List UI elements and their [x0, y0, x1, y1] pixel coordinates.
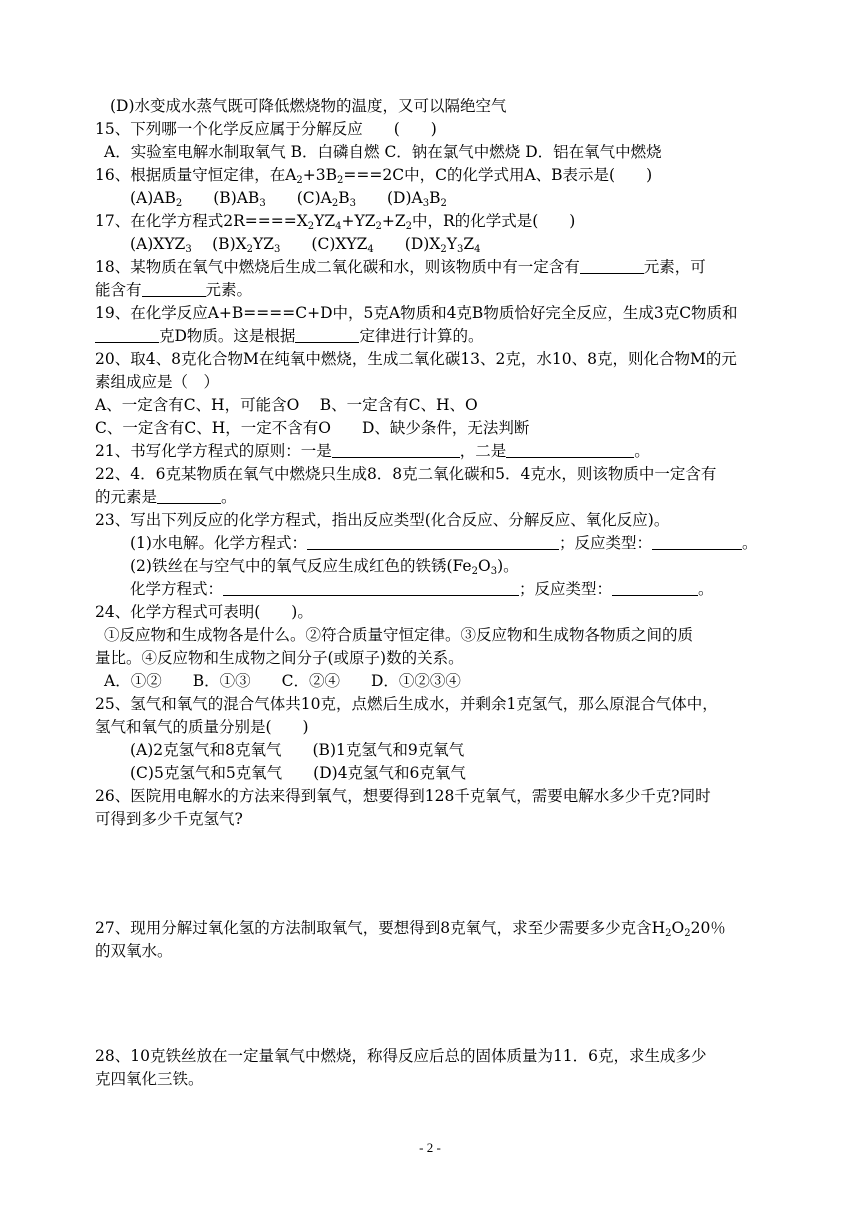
- text-line: $(A)XYZ_3$ $(B)X_2YZ_3$ $(C)XYZ_4$ $(D)X_2Y_3Z_4$: [130, 235, 481, 255]
- text-line: 的双氧水。: [95, 942, 173, 960]
- text-line: (1)水电解。化学方程式： ；反应类型： 。: [130, 534, 758, 552]
- text-line: C、一定含有C、H，一定不含有O D、缺少条件，无法判断: [95, 419, 530, 437]
- text-line: 能含有 元素。: [95, 281, 253, 299]
- text-line: 克四氧化三铁。: [95, 1070, 204, 1088]
- text-line: 16、根据质量守恒定律，在$A_2+3B_2===2C$中，C的化学式用A、B表示是( ): [95, 166, 653, 186]
- text-line: (C)5克氢气和5克氧气 (D)4克氢气和6克氧气: [130, 764, 466, 782]
- answer-blank[interactable]: [580, 258, 644, 274]
- text-line: 23、写出下列反应的化学方程式，指出反应类型(化合反应、分解反应、氧化反应)。: [95, 511, 670, 529]
- text-line: (D)水变成水蒸气既可降低燃烧物的温度，又可以隔绝空气: [110, 97, 507, 115]
- text-line: 18、某物质在氧气中燃烧后生成二氧化碳和水，则该物质中有一定含有 元素，可: [95, 258, 706, 276]
- answer-blank[interactable]: [332, 442, 460, 458]
- text-line: 20、取4、8克化合物M在纯氧中燃烧，生成二氧化碳13、2克，水10、8克，则化合物M的元: [95, 350, 737, 368]
- text-line: 25、氢气和氧气的混合气体共10克，点燃后生成水，并剩余1克氢气，那么原混合气体中，: [95, 695, 718, 713]
- answer-blank[interactable]: [307, 534, 559, 550]
- answer-blank[interactable]: [142, 281, 206, 297]
- text-line: (A)2克氢气和8克氧气 (B)1克氢气和9克氧气: [130, 741, 465, 759]
- text-line: (2)铁丝在与空气中的氧气反应生成红色的铁锈$(Fe_2O_3)$。: [130, 557, 519, 577]
- text-line: 素组成应是（ ）: [95, 373, 220, 391]
- answer-blank[interactable]: [612, 580, 698, 596]
- text-line: 28、10克铁丝放在一定量氧气中燃烧，称得反应后总的固体质量为11．6克，求生成多少: [95, 1047, 707, 1065]
- text-line: 克D物质。这是根据 定律进行计算的。: [95, 325, 483, 347]
- text-line: 26、医院用电解水的方法来得到氧气，想要得到128千克氧气，需要电解水多少千克?同时: [95, 787, 711, 805]
- text-line: 量比。④反应物和生成物之间分子(或原子)数的关系。: [95, 649, 464, 667]
- answer-blank[interactable]: [223, 580, 519, 596]
- answer-blank[interactable]: [157, 488, 221, 504]
- text-line: ①反应物和生成物各是什么。②符合质量守恒定律。③反应物和生成物各物质之间的质: [104, 626, 694, 644]
- answer-blank[interactable]: [95, 327, 159, 343]
- text-line: A、一定含有C、H，可能含O B、一定含有C、H、O: [95, 396, 478, 414]
- text-line: $(A)AB_2$ $(B)AB_3$ $(C)A_2B_3$ $(D)A_3B_2$: [130, 189, 447, 209]
- text-line: 17、在化学方程式$2R====X_2YZ_4+YZ_2+Z_2$中，R的化学式是( ): [95, 212, 576, 232]
- text-line: 21、书写化学方程式的原则：一是 ，二是 。: [95, 442, 650, 460]
- answer-blank[interactable]: [295, 327, 359, 343]
- text-line: 27、现用分解过氧化氢的方法制取氧气，要想得到8克氧气，求至少需要多少克含$H_2O_220$％: [95, 919, 726, 939]
- answer-blank[interactable]: [506, 442, 634, 458]
- page-number: - 2 -: [419, 1140, 441, 1155]
- text-line: 化学方程式： ；反应类型： 。: [130, 580, 714, 598]
- text-line: A．①② B．①③ C．②④ D．①②③④: [104, 672, 461, 690]
- text-line: 的元素是 。: [95, 488, 237, 506]
- text-line: 19、在化学反应A+B====C+D中，5克A物质和4克B物质恰好完全反应，生成3克C物质和: [95, 304, 738, 322]
- text-line: A．实验室电解水制取氧气 B．白磷自燃 C．钠在氯气中燃烧 D．铝在氧气中燃烧: [104, 143, 662, 161]
- text-line: 22、4．6克某物质在氧气中燃烧只生成8．8克二氧化碳和5．4克水，则该物质中一定含有: [95, 465, 717, 483]
- text-line: 24、化学方程式可表明( )。: [95, 603, 313, 621]
- text-line: 氢气和氧气的质量分别是( ): [95, 718, 309, 736]
- text-line: 15、下列哪一个化学反应属于分解反应 ( ): [95, 120, 437, 138]
- text-line: 可得到多少千克氢气?: [95, 810, 243, 828]
- answer-blank[interactable]: [652, 534, 742, 550]
